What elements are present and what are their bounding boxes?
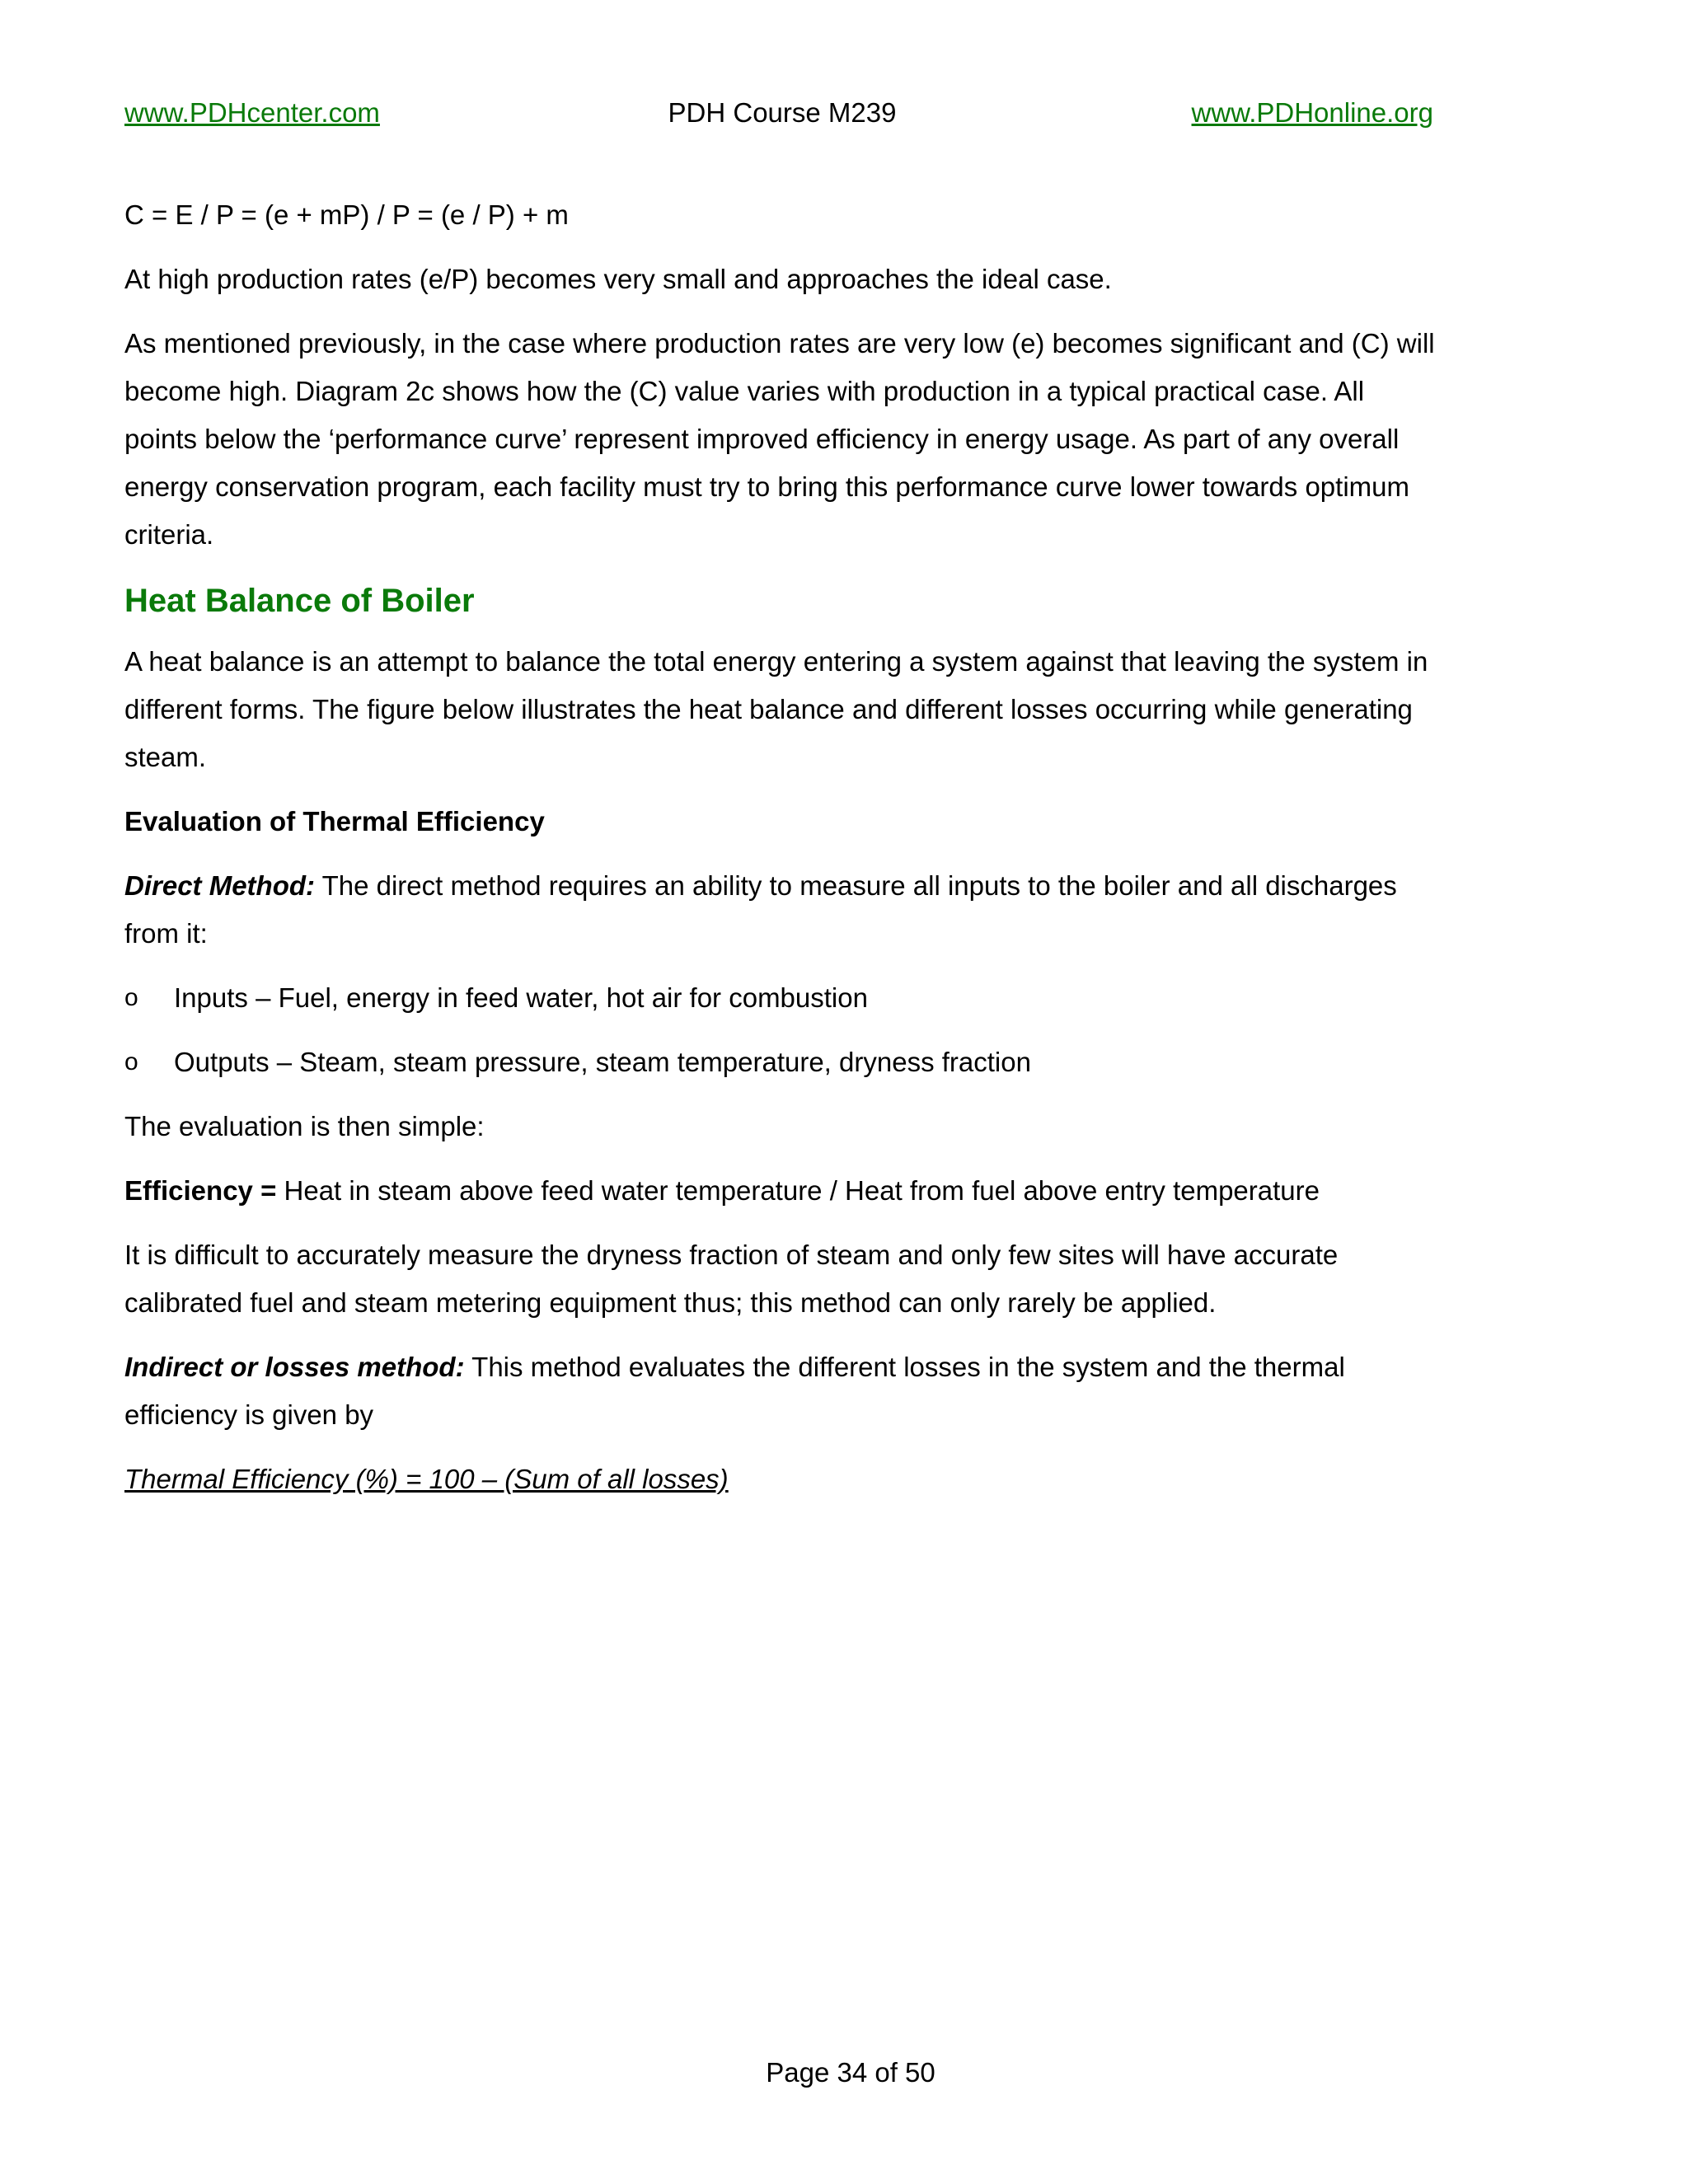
page-header <box>124 97 1433 135</box>
efficiency-label: Efficiency = <box>124 1175 277 1206</box>
equation-line: C = E / P = (e + mP) / P = (e / P) + m <box>124 199 569 230</box>
list-item-text: Inputs – Fuel, energy in feed water, hot air for combustion <box>174 982 868 1013</box>
list-item-inputs <box>124 974 1435 1022</box>
paragraph-direct-method <box>124 862 1435 958</box>
paragraph-efficiency <box>124 1167 1435 1215</box>
pdhcenter-link[interactable]: www.PDHcenter.com <box>124 97 380 128</box>
page-content <box>124 191 1435 1520</box>
pdhonline-link[interactable]: www.PDHonline.org <box>1191 97 1433 128</box>
subheading-thermal-efficiency: Evaluation of Thermal Efficiency <box>124 806 545 837</box>
bullet-circle-icon: o <box>124 1048 138 1076</box>
page-number: Page 34 of 50 <box>766 2057 935 2088</box>
bullet-circle-icon: o <box>124 984 138 1011</box>
paragraph-difficulty: It is difficult to accurately measure the dryness fraction of steam and only few sites will have accurate calibrated fuel and steam metering equipment thus; this method can only rarely be applied. <box>124 1240 1339 1318</box>
indirect-method-label: Indirect or losses method: <box>124 1352 465 1382</box>
list-item-text: Outputs – Steam, steam pressure, steam temperature, dryness fraction <box>174 1047 1031 1077</box>
paragraph-high-production: At high production rates (e/P) becomes very small and approaches the ideal case. <box>124 264 1112 294</box>
paragraph-heat-balance: A heat balance is an attempt to balance the total energy entering a system against that leaving the system in different forms. The figure below illustrates the heat balance and different losses occurring while generating steam. <box>124 646 1428 772</box>
paragraph-evaluation: The evaluation is then simple: <box>124 1111 485 1141</box>
course-title: PDH Course M239 <box>668 97 897 128</box>
section-heading-heat-balance: Heat Balance of Boiler <box>124 583 475 619</box>
paragraph-indirect-method <box>124 1343 1435 1439</box>
efficiency-text: Heat in steam above feed water temperature / Heat from fuel above entry temperature <box>276 1175 1320 1206</box>
direct-method-label: Direct Method: <box>124 870 315 901</box>
indirect-method-text: This method evaluates the different losses in the system and the thermal efficiency is given by <box>124 1352 1345 1430</box>
direct-method-text: The direct method requires an ability to measure all inputs to the boiler and all discharges from it: <box>124 870 1397 949</box>
list-item-outputs <box>124 1038 1435 1086</box>
paragraph-performance-curve: As mentioned previously, in the case where production rates are very low (e) becomes significant and (C) will become high. Diagram 2c shows how the (C) value varies with production in a typical practical case. All points below the ‘performance curve’ represent improved efficiency in energy usage. As part of any overall energy conservation program, each facility must try to bring this performance curve lower towards optimum criteria. <box>124 328 1435 550</box>
thermal-efficiency-formula: Thermal Efficiency (%) = 100 – (Sum of all losses) <box>124 1464 729 1494</box>
